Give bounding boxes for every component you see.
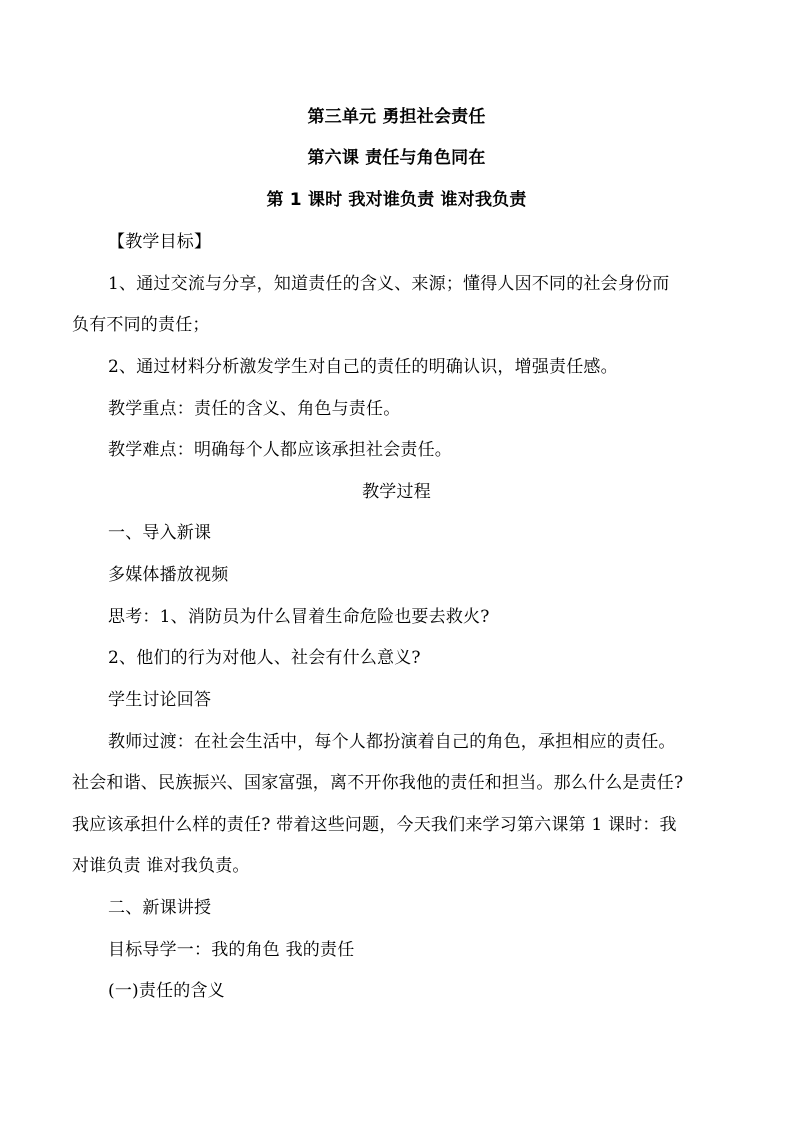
objective-2: 2、通过材料分析激发学生对自己的责任的明确认识，增强责任感。 xyxy=(108,357,618,377)
difficult-point: 教学难点：明确每个人都应该承担社会责任。 xyxy=(108,440,452,460)
transition-line-2: 社会和谐、民族振兴、国家富强，离不开你我他的责任和担当。那么什么是责任? xyxy=(72,773,684,793)
goal-1-heading: 目标导学一：我的角色 我的责任 xyxy=(108,940,355,960)
section-2-heading: 二、新课讲授 xyxy=(108,898,212,918)
transition-line-3: 我应该承担什么样的责任? 带着这些问题，今天我们来学习第六课第 1 课时：我 xyxy=(72,815,677,835)
video-line: 多媒体播放视频 xyxy=(108,565,229,585)
transition-line-4: 对谁负责 谁对我负责。 xyxy=(72,856,250,876)
objective-1-line-2: 负有不同的责任； xyxy=(72,315,210,335)
transition-line-1: 教师过渡：在社会生活中，每个人都扮演着自己的角色，承担相应的责任。 xyxy=(108,732,676,752)
unit-title: 第三单元 勇担社会责任 xyxy=(307,107,486,127)
question-1: 思考：1、消防员为什么冒着生命危险也要去救火? xyxy=(108,607,490,627)
section-1-heading: 一、导入新课 xyxy=(108,523,212,543)
subsection-1-heading: (一)责任的含义 xyxy=(108,981,225,1001)
question-2: 2、他们的行为对他人、社会有什么意义? xyxy=(108,648,421,668)
discussion-line: 学生讨论回答 xyxy=(108,690,212,710)
objectives-heading: 【教学目标】 xyxy=(108,232,212,252)
key-point: 教学重点：责任的含义、角色与责任。 xyxy=(108,399,401,419)
objective-1-line-1: 1、通过交流与分享，知道责任的含义、来源；懂得人因不同的社会身份而 xyxy=(108,274,670,294)
process-heading: 教学过程 xyxy=(362,482,431,502)
lesson-title: 第六课 责任与角色同在 xyxy=(307,148,486,168)
period-title: 第 1 课时 我对谁负责 谁对我负责 xyxy=(266,190,527,210)
